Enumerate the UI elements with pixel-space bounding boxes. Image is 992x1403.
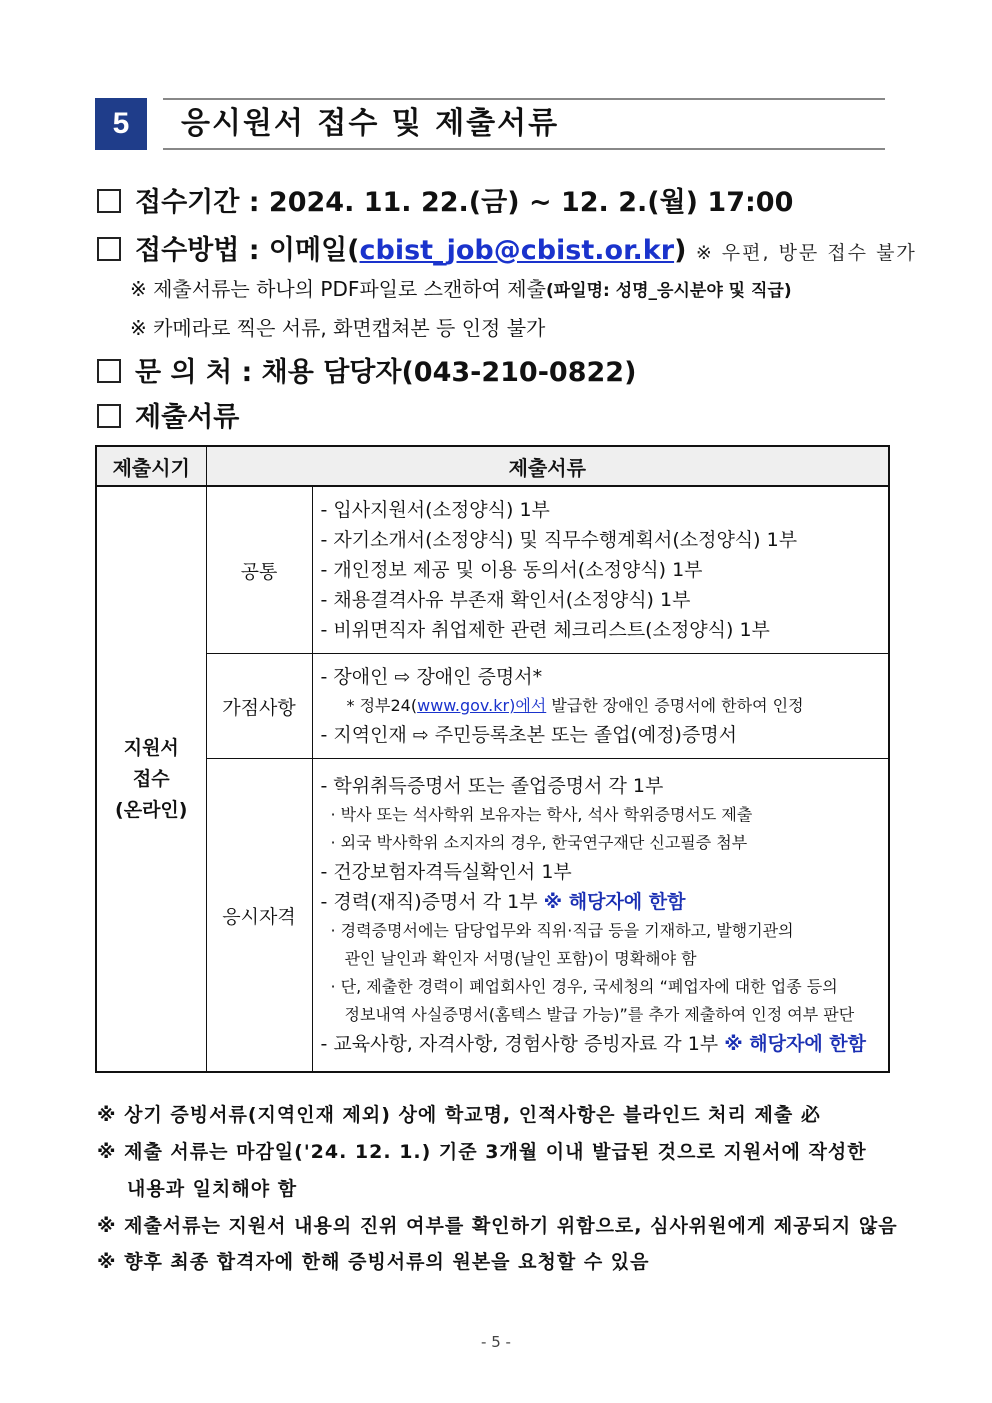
list-item xyxy=(321,1029,883,1059)
method-prefix: 접수방법 : 이메일( xyxy=(135,235,360,266)
submission-time-cell xyxy=(96,486,206,1072)
list-item: - 지역인재 ⇨ 주민등록초본 또는 졸업(예정)증명서 xyxy=(320,724,738,746)
email-link[interactable]: cbist_job@cbist.or.kr xyxy=(359,235,675,266)
list-subitem: · 외국 박사학위 소지자의 경우, 한국연구재단 신고필증 첨부 xyxy=(330,833,748,852)
list-subitem: 정보내역 사실증명서(홈텍스 발급 가능)”를 추가 제출하여 인정 여부 판단 xyxy=(344,1005,855,1024)
header-docs: 제출서류 xyxy=(206,446,889,486)
footnote: ※ 제출 서류는 마감일('24. 12. 1.) 기준 3개월 이내 발급된 것으로 지원서에 작성한 xyxy=(97,1141,867,1163)
section-header xyxy=(95,98,885,150)
list-subitem: · 박사 또는 석사학위 보유자는 학사, 석사 학위증명서도 제출 xyxy=(330,805,753,824)
list-subitem: · 경력증명서에는 담당업무와 직위·직급 등을 기재하고, 발행기관의 xyxy=(330,921,794,940)
career-cert: - 경력(재직)증명서 각 1부 xyxy=(320,891,538,913)
period-line xyxy=(97,180,793,219)
note-pdf-main: ※ 제출서류는 하나의 PDF파일로 스캔하여 제출 xyxy=(130,277,546,301)
footnote: ※ 향후 최종 합격자에 한해 증빙서류의 원본을 요청할 수 있음 xyxy=(97,1251,650,1273)
list-item: - 학위취득증명서 또는 졸업증명서 각 1부 xyxy=(320,775,664,797)
table-row-qualification xyxy=(96,759,889,1073)
list-subitem: · 단, 제출한 경력이 폐업회사인 경우, 국세청의 “폐업자에 대한 업종 등의 xyxy=(330,977,838,996)
qualification-items xyxy=(312,759,889,1073)
period-text: 접수기간 : 2024. 11. 22.(금) ~ 12. 2.(월) 17:00 xyxy=(135,187,794,218)
category-common: 공통 xyxy=(206,486,312,654)
bonus-items xyxy=(312,654,889,759)
note-pdf-filename: (파일명: 성명_응시분야 및 직급) xyxy=(545,281,792,301)
checkbox-square-icon xyxy=(97,404,121,428)
gov-link[interactable]: www.gov.kr)에서 xyxy=(417,696,547,715)
list-item: - 입사지원서(소정양식) 1부 xyxy=(320,499,550,521)
list-item: - 장애인 ⇨ 장애인 증명서* xyxy=(320,666,543,688)
note-pdf xyxy=(130,273,792,302)
method-suffix: ) xyxy=(674,235,687,266)
footnote: ※ 제출서류는 지원서 내용의 진위 여부를 확인하기 위함으로, 심사위원에게 제공되지 않음 xyxy=(97,1215,898,1237)
checkbox-square-icon xyxy=(97,189,121,213)
footnote-continued: 내용과 일치해야 함 xyxy=(127,1178,298,1200)
gov-note-suffix: 발급한 장애인 증명서에 한하여 인정 xyxy=(546,696,804,715)
list-item: - 비위면직자 취업제한 관련 체크리스트(소정양식) 1부 xyxy=(320,619,770,641)
applicable-note: ※ 해당자에 한함 xyxy=(543,891,686,913)
table-header-row xyxy=(96,446,889,486)
time-line: (온라인) xyxy=(115,798,188,821)
list-item: - 자기소개서(소정양식) 및 직무수행계획서(소정양식) 1부 xyxy=(320,529,798,551)
documents-table xyxy=(95,445,890,1073)
docs-heading xyxy=(97,395,239,434)
common-items xyxy=(312,486,889,654)
note-camera: ※ 카메라로 찍은 서류, 화면캡쳐본 등 인정 불가 xyxy=(130,316,546,340)
time-line: 접수 xyxy=(132,767,170,790)
list-subitem xyxy=(321,692,883,720)
section-title: 응시원서 접수 및 제출서류 xyxy=(163,98,885,150)
method-note: ※ 우편, 방문 접수 불가 xyxy=(695,242,917,264)
list-subitem: 관인 날인과 확인자 서명(날인 포함)이 명확해야 함 xyxy=(344,949,697,968)
contact-text: 문 의 처 : 채용 담당자(043-210-0822) xyxy=(135,357,637,388)
page-number: - 5 - xyxy=(481,1333,511,1351)
time-line: 지원서 xyxy=(123,736,179,759)
checkbox-square-icon xyxy=(97,237,121,261)
table-row-common xyxy=(96,486,889,654)
evidence-docs: - 교육사항, 자격사항, 경험사항 증빙자료 각 1부 xyxy=(320,1033,719,1055)
section-number: 5 xyxy=(95,98,147,150)
list-item: - 채용결격사유 부존재 확인서(소정양식) 1부 xyxy=(320,589,691,611)
list-item: - 건강보험자격득실확인서 1부 xyxy=(320,861,572,883)
header-time: 제출시기 xyxy=(96,446,206,486)
docs-heading-text: 제출서류 xyxy=(135,402,240,433)
checkbox-square-icon xyxy=(97,359,121,383)
method-line xyxy=(97,228,917,267)
footnote: ※ 상기 증빙서류(지역인재 제외) 상에 학교명, 인적사항은 블라인드 처리 제출 必 xyxy=(97,1104,821,1126)
list-item xyxy=(321,887,883,917)
applicable-note: ※ 해당자에 한함 xyxy=(724,1033,867,1055)
list-item: - 개인정보 제공 및 이용 동의서(소정양식) 1부 xyxy=(320,559,703,581)
contact-line xyxy=(97,350,636,389)
table-row-bonus xyxy=(96,654,889,759)
gov-note-prefix: * 정부24( xyxy=(346,696,418,715)
category-bonus: 가점사항 xyxy=(206,654,312,759)
category-qualification: 응시자격 xyxy=(206,759,312,1073)
